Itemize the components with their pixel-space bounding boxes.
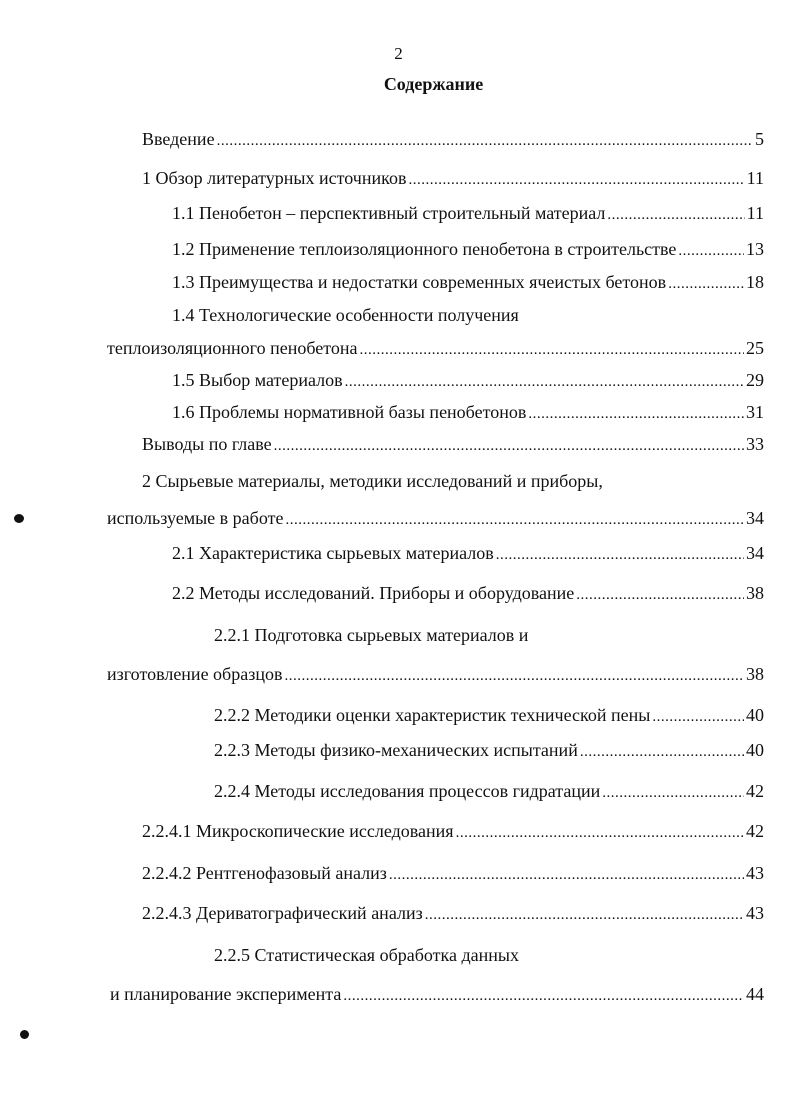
toc-entry-label: 1.2 Применение теплоизоляционного пенобетона в строительстве [172,239,677,259]
toc-entry-1[interactable] [142,167,764,189]
toc-entry-label: 1.1 Пенобетон – перспективный строительный материал [172,203,606,223]
toc-entry-page: 40 [746,705,764,725]
dot-leader [496,544,744,566]
toc-entry-page: 5 [755,129,764,149]
toc-entry-page: 33 [746,434,764,454]
toc-entry-label: 2.2.4.1 Микроскопические исследования [142,821,454,841]
toc-entry-label: 2.2.3 Методы физико-механических испытаний [214,740,578,760]
page-title: Содержание [383,74,484,94]
dot-leader [284,665,744,687]
dot-leader [343,985,744,1007]
page-number: 2 [394,44,403,63]
toc-entry-label: Выводы по главе [142,434,272,454]
toc-entry-label: используемые в работе [107,508,284,528]
toc-entry-page: 38 [746,583,764,603]
dot-leader [274,435,744,457]
dot-leader [528,403,744,425]
dot-leader [576,584,744,606]
dot-leader [408,169,744,191]
toc-entry-label: 2.1 Характеристика сырьевых материалов [172,543,494,563]
scan-speck [14,514,24,523]
dot-leader [580,741,744,763]
dot-leader [425,904,744,926]
toc-entry-page: 25 [746,338,764,358]
dot-leader [652,706,744,728]
dot-leader [360,339,744,361]
toc-entry-label: 2.2 Методы исследований. Приборы и оборудование [172,583,575,603]
toc-entry-2-2-3[interactable] [214,739,764,761]
toc-entry-2[interactable] [107,507,764,529]
toc-entry-2-2-2[interactable] [214,704,764,726]
toc-entry-2-2-4-3[interactable] [142,902,764,924]
dot-leader [668,273,744,295]
toc-entry-2-2[interactable] [172,582,764,604]
toc-entry-label: 2.2.4 Методы исследования процессов гидратации [214,781,601,801]
dot-leader [678,240,744,262]
toc-entry-2-2-1[interactable] [107,663,764,685]
toc-entry-label: 1.3 Преимущества и недостатки современных ячеистых бетонов [172,272,667,292]
toc-entry-2-2-5-line1: 2.2.5 Статистическая обработка данных [214,945,519,965]
dot-leader [389,864,744,886]
toc-entry-page: 43 [746,863,764,883]
toc-entry-1-4-line1: 1.4 Технологические особенности получения [172,305,519,325]
toc-entry-2-line1: 2 Сырьевые материалы, методики исследований и приборы, [142,471,603,491]
toc-entry-page: 38 [746,664,764,684]
toc-entry-2-2-1-line1: 2.2.1 Подготовка сырьевых материалов и [214,625,529,645]
toc-entry-2-2-5[interactable] [110,983,764,1005]
toc-entry-1-5[interactable] [172,369,764,391]
dot-leader [602,782,744,804]
toc-entry-introduction[interactable] [142,128,764,150]
dot-leader [456,822,744,844]
toc-entry-page: 11 [746,168,764,188]
toc-entry-page: 40 [746,740,764,760]
toc-entry-label: 1.6 Проблемы нормативной базы пенобетонов [172,402,527,422]
toc-entry-conclusions[interactable] [142,433,764,455]
toc-entry-1-2[interactable] [172,238,764,260]
toc-entry-label: 2.2.4.3 Дериватографический анализ [142,903,423,923]
toc-entry-page: 43 [746,903,764,923]
toc-entry-page: 34 [746,543,764,563]
toc-entry-1-4[interactable] [107,337,764,359]
toc-entry-label: 2.2.4.2 Рентгенофазовый анализ [142,863,387,883]
toc-entry-page: 13 [746,239,764,259]
toc-entry-page: 11 [746,203,764,223]
dot-leader [607,204,744,226]
toc-entry-label: 1 Обзор литературных источников [142,168,407,188]
toc-entry-label: 1.5 Выбор материалов [172,370,343,390]
toc-entry-label: изготовление образцов [107,664,283,684]
toc-entry-label: теплоизоляционного пенобетона [107,338,358,358]
dot-leader [285,509,744,531]
toc-entry-page: 31 [746,402,764,422]
toc-entry-page: 42 [746,781,764,801]
dot-leader [217,130,753,152]
toc-entry-2-2-4-2[interactable] [142,862,764,884]
toc-entry-2-2-4-1[interactable] [142,820,764,842]
toc-entry-2-1[interactable] [172,542,764,564]
toc-entry-label: и планирование эксперимента [110,984,342,1004]
toc-entry-1-1[interactable] [172,202,764,224]
toc-entry-1-6[interactable] [172,401,764,423]
toc-entry-page: 44 [746,984,764,1004]
toc-entry-label: 2.2.2 Методики оценки характеристик технической пены [214,705,651,725]
toc-entry-page: 18 [746,272,764,292]
toc-entry-page: 42 [746,821,764,841]
toc-entry-2-2-4[interactable] [214,780,764,802]
dot-leader [345,371,744,393]
toc-entry-page: 29 [746,370,764,390]
toc-entry-page: 34 [746,508,764,528]
toc-entry-label: Введение [142,129,215,149]
toc-entry-1-3[interactable] [172,271,764,293]
scan-speck [20,1030,29,1039]
